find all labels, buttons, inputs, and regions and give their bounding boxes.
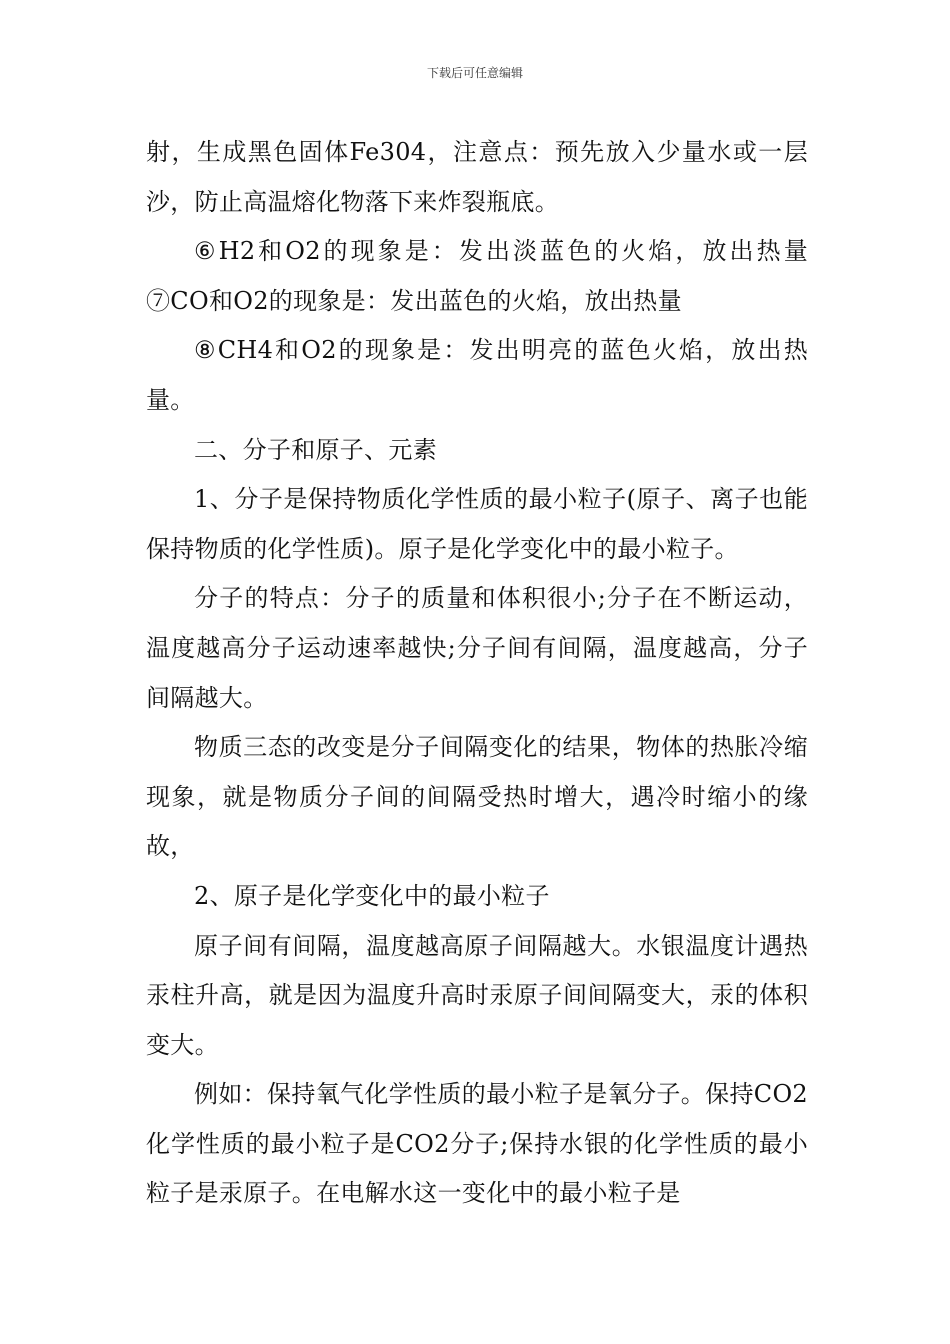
paragraph-h2-co-combustion: ⑥H2和O2的现象是：发出淡蓝色的火焰，放出热量⑦CO和O2的现象是：发出蓝色的火焰，放出热量 xyxy=(146,237,808,315)
section-heading-molecules-atoms: 二、分子和原子、元素 xyxy=(194,435,437,464)
subheading-atom-definition: 2、原子是化学变化中的最小粒子 xyxy=(194,881,550,910)
paragraph-molecule-features: 分子的特点：分子的质量和体积很小;分子在不断运动，温度越高分子运动速率越快;分子间有间隔，温度越高，分子间隔越大。 xyxy=(146,584,808,712)
paragraph-examples: 例如：保持氧气化学性质的最小粒子是氧分子。保持CO2化学性质的最小粒子是CO2分子;保持水银的化学性质的最小粒子是汞原子。在电解水这一变化中的最小粒子是 xyxy=(146,1080,808,1208)
paragraph-molecule-definition: 1、分子是保持物质化学性质的最小粒子(原子、离子也能保持物质的化学性质)。原子是化学变化中的最小粒子。 xyxy=(146,485,808,563)
document-body xyxy=(146,128,808,1219)
page-header-note: 下载后可任意编辑 xyxy=(426,66,523,80)
paragraph-ch4-combustion: ⑧CH4和O2的现象是：发出明亮的蓝色火焰，放出热量。 xyxy=(146,336,808,414)
paragraph-states-of-matter: 物质三态的改变是分子间隔变化的结果，物体的热胀冷缩现象，就是物质分子间的间隔受热时增大，遇冷时缩小的缘故， xyxy=(146,733,808,861)
paragraph-atom-spacing: 原子间有间隔，温度越高原子间隔越大。水银温度计遇热汞柱升高，就是因为温度升高时汞原子间间隔变大，汞的体积变大。 xyxy=(146,931,808,1059)
paragraph-iron-combustion: 射，生成黑色固体Fe304，注意点：预先放入少量水或一层沙，防止高温熔化物落下来炸裂瓶底。 xyxy=(146,138,808,216)
